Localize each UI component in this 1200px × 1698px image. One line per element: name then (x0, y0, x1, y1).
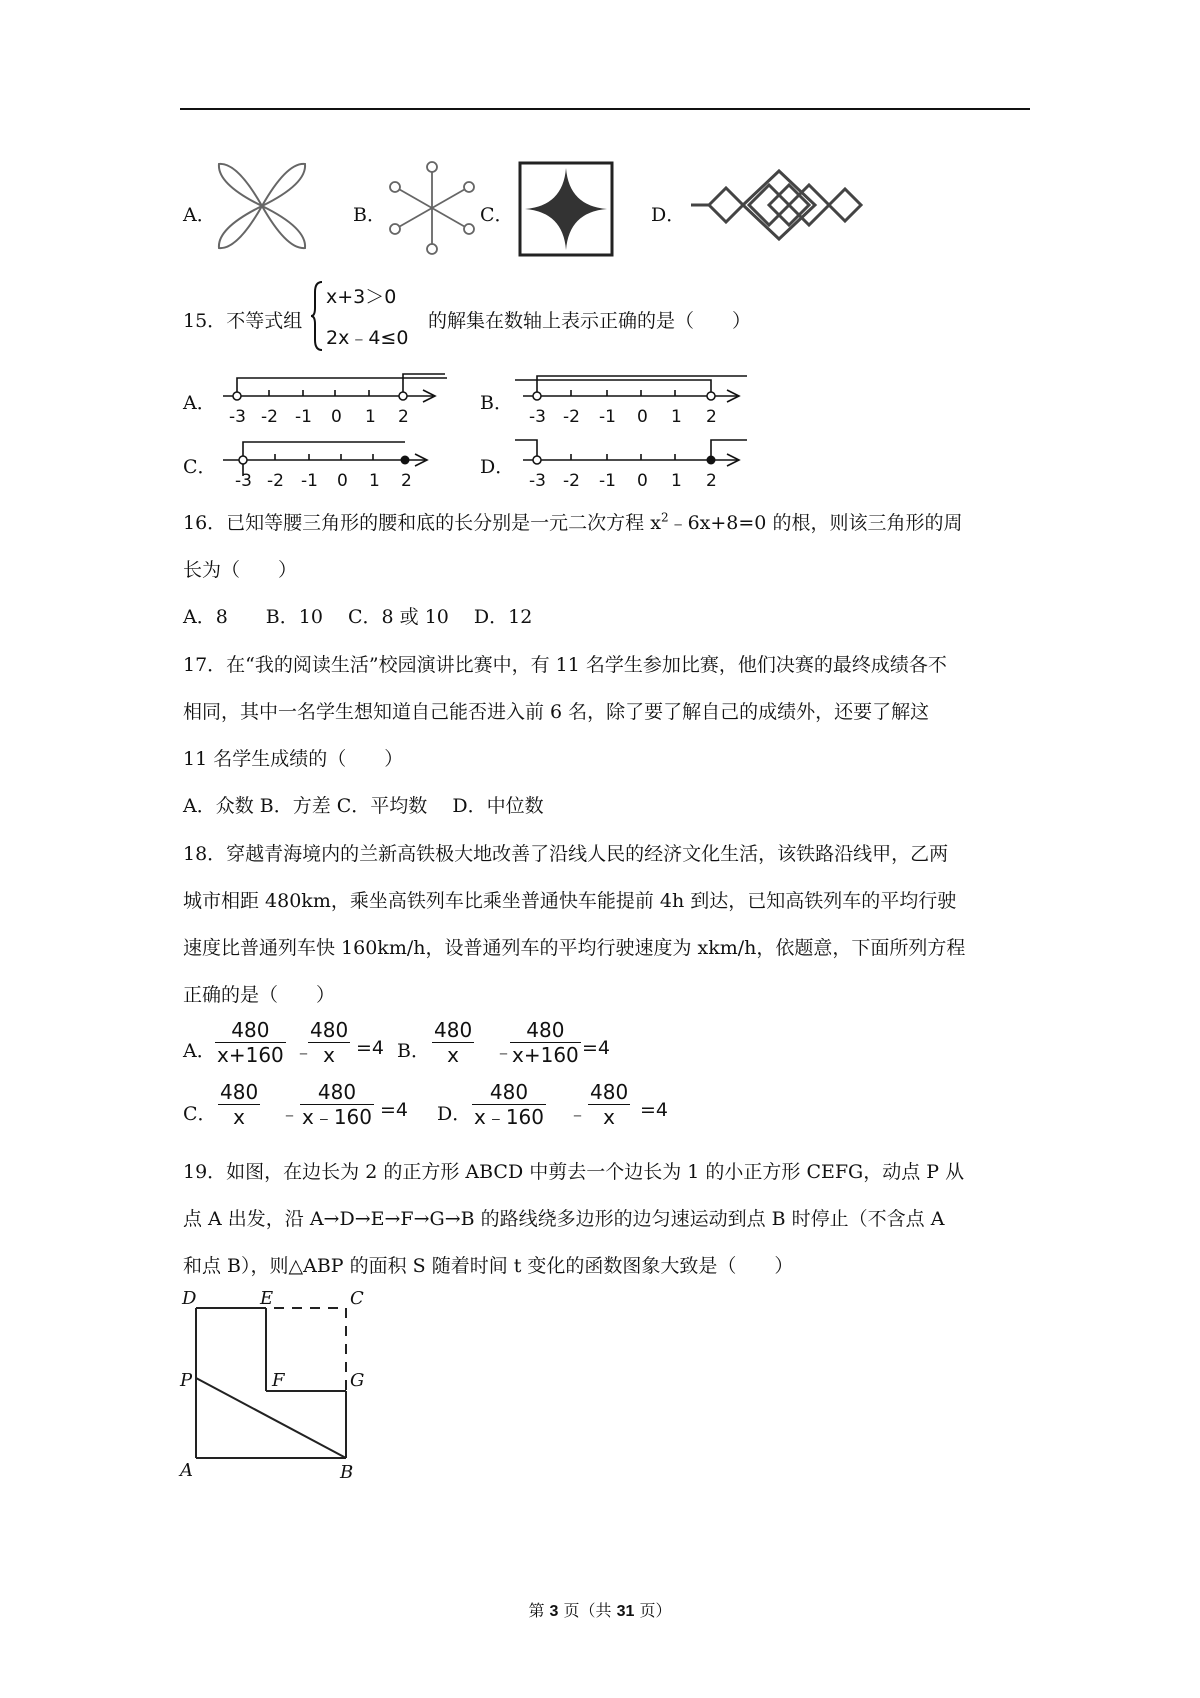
point-label-a: A (180, 1460, 193, 1481)
q16-text-a: 16．已知等腰三角形的腰和底的长分别是一元二次方程 x (183, 512, 661, 534)
header-rule (180, 108, 1030, 110)
q18-option-d-label: D． (437, 1103, 472, 1125)
q18-line-4: 正确的是（ ） (183, 984, 336, 1006)
tick-label: 2 (401, 471, 412, 491)
q15-option-d-label: D． (480, 456, 515, 478)
tick-label: -3 (235, 471, 252, 491)
closed-point (707, 456, 716, 465)
numerator: 480 (220, 1080, 259, 1104)
tick-label: 2 (706, 471, 717, 491)
tick-label: -3 (229, 407, 246, 427)
q18-d-fraction-1 (472, 1080, 546, 1129)
q18-c-equals: =4 (380, 1099, 409, 1121)
footer-prefix: 第 (528, 1601, 550, 1620)
point-label-d: D (182, 1288, 197, 1309)
q14-figure-a-petals (215, 160, 309, 252)
q15-stem-end: 的解集在数轴上表示正确的是（ ） (428, 310, 752, 332)
footer-page-number: 3 (549, 1603, 559, 1620)
denominator: x (233, 1105, 246, 1129)
tick-label: 0 (331, 407, 342, 427)
q18-b-equals: =4 (582, 1037, 611, 1059)
denominator: x+160 (217, 1043, 284, 1067)
q14-figure-b-asterisk (385, 160, 479, 256)
point-label-b: B (340, 1462, 354, 1482)
denominator: x﹣160 (302, 1105, 373, 1129)
tick-label: -2 (563, 407, 580, 427)
q18-c-fraction-1 (218, 1080, 260, 1129)
q15-numberline-c (215, 436, 447, 494)
q18-d-fraction-2 (588, 1080, 630, 1129)
denominator: x+160 (512, 1043, 579, 1067)
q19-line-1: 19．如图，在边长为 2 的正方形 ABCD 中剪去一个边长为 1 的小正方形 CEFG，动点 P 从 (183, 1161, 965, 1183)
tick-label: 1 (671, 471, 682, 491)
q19-line-2: 点 A 出发，沿 A→D→E→F→G→B 的路线绕多边形的边匀速运动到点 B 时停止（不含点 A (183, 1208, 945, 1230)
tick-label: -2 (563, 471, 580, 491)
tick-label: 1 (365, 407, 376, 427)
q14-option-c-label: C． (480, 204, 514, 226)
q18-b-fraction-2 (510, 1018, 581, 1067)
point-label-p: P (180, 1370, 193, 1391)
tick-label: -3 (529, 471, 546, 491)
point-label-e: E (260, 1288, 274, 1309)
q17-line-2: 相同，其中一名学生想知道自己能否进入前 6 名，除了要了解自己的成绩外，还要了解这 (183, 701, 930, 723)
q15-numberline-b (515, 372, 750, 430)
tick-label: -1 (301, 471, 318, 491)
q15-stem-start: 不等式组 (226, 310, 303, 332)
q16-text-b: ﹣6x+8=0 的根，则该三角形的周 (668, 512, 963, 534)
q14-option-d-label: D． (651, 204, 686, 226)
numerator: 480 (590, 1080, 629, 1104)
q14-option-b-label: B． (353, 204, 386, 226)
q16-line-2: 长为（ ） (183, 559, 298, 581)
q15-inequality-2: 2x﹣4≤0 (326, 327, 409, 349)
tick-label: 2 (398, 407, 409, 427)
q15-brace (309, 280, 325, 352)
q14-option-a-label: A． (183, 204, 216, 226)
q18-d-equals: =4 (640, 1099, 669, 1121)
q15-inequality-1: x+3＞0 (326, 286, 397, 308)
tick-label: 1 (671, 407, 682, 427)
q18-b-fraction-1 (432, 1018, 474, 1067)
tick-label: -3 (529, 407, 546, 427)
tick-label: 1 (369, 471, 380, 491)
q15-option-a-label: A． (183, 392, 216, 414)
denominator: x (323, 1043, 336, 1067)
tick-label: 2 (706, 407, 717, 427)
open-point (533, 456, 541, 464)
q18-option-a-label: A． (183, 1040, 216, 1062)
q18-a-equals: =4 (356, 1037, 385, 1059)
open-point (239, 456, 247, 464)
q18-b-minus: ﹣ (494, 1041, 514, 1063)
point-label-f: F (272, 1370, 285, 1391)
q18-line-1: 18．穿越青海境内的兰新高铁极大地改善了沿线人民的经济文化生活，该铁路沿线甲，乙两 (183, 843, 949, 865)
denominator: x (603, 1105, 616, 1129)
q19-line-3: 和点 B），则△ABP 的面积 S 随着时间 t 变化的函数图象大致是（ ） (183, 1255, 794, 1277)
q18-option-c-label: C． (183, 1103, 217, 1125)
q14-figure-d-knot (689, 168, 869, 242)
open-point (399, 392, 407, 400)
tick-label: -1 (599, 471, 616, 491)
denominator: x﹣160 (474, 1105, 545, 1129)
q18-c-fraction-2 (300, 1080, 374, 1129)
numerator: 480 (472, 1080, 546, 1105)
open-point (533, 392, 541, 400)
q15-numberline-a (215, 372, 447, 430)
numerator: 480 (310, 1018, 349, 1042)
q15-stem (183, 306, 302, 333)
q17-line-1: 17．在“我的阅读生活”校园演讲比赛中，有 11 名学生参加比赛，他们决赛的最终成绩各不 (183, 654, 947, 676)
tick-label: -1 (295, 407, 312, 427)
q16-options: A．8 B．10 C．8 或 10 D．12 (183, 606, 533, 628)
q15-numberline-d (515, 436, 750, 494)
numerator: 480 (510, 1018, 581, 1043)
denominator: x (447, 1043, 460, 1067)
q18-line-2: 城市相距 480km，乘坐高铁列车比乘坐普通快车能提前 4h 到达，已知高铁列车的平均行驶 (183, 890, 957, 912)
numerator: 480 (300, 1080, 374, 1105)
q18-c-minus: ﹣ (280, 1103, 300, 1125)
footer-suffix: 页） (634, 1601, 672, 1620)
q16-line-1 (183, 508, 962, 535)
q19-figure-square (176, 1286, 376, 1482)
open-point (707, 392, 715, 400)
open-point (233, 392, 241, 400)
footer-middle: 页（共 (558, 1601, 617, 1620)
point-label-c: C (350, 1288, 364, 1309)
tick-label: 0 (637, 471, 648, 491)
numerator: 480 (434, 1018, 473, 1042)
q18-a-fraction-2 (308, 1018, 350, 1067)
q15-option-c-label: C． (183, 456, 217, 478)
tick-label: 0 (637, 407, 648, 427)
tick-label: -2 (261, 407, 278, 427)
tick-label: 0 (337, 471, 348, 491)
q15-option-b-label: B． (480, 392, 513, 414)
q17-line-3: 11 名学生成绩的（ ） (183, 748, 404, 770)
tick-label: -2 (267, 471, 284, 491)
footer-total-pages: 31 (616, 1603, 635, 1620)
q18-line-3: 速度比普通列车快 160km/h，设普通列车的平均行驶速度为 xkm/h，依题意，下面所列方程 (183, 937, 966, 959)
q18-d-minus: ﹣ (568, 1103, 588, 1125)
q17-options: A．众数 B．方差 C．平均数 D．中位数 (183, 795, 544, 817)
page-footer (0, 1598, 1200, 1621)
q18-a-fraction-1 (215, 1018, 286, 1067)
numerator: 480 (215, 1018, 286, 1043)
tick-label: -1 (599, 407, 616, 427)
q18-option-b-label: B． (397, 1040, 430, 1062)
q14-figure-c-star-square (517, 160, 617, 258)
q16-exponent: 2 (660, 510, 669, 525)
point-label-g: G (350, 1370, 365, 1391)
closed-point (401, 456, 410, 465)
q18-a-minus: ﹣ (294, 1041, 314, 1063)
q15-number: 15． (183, 310, 227, 332)
